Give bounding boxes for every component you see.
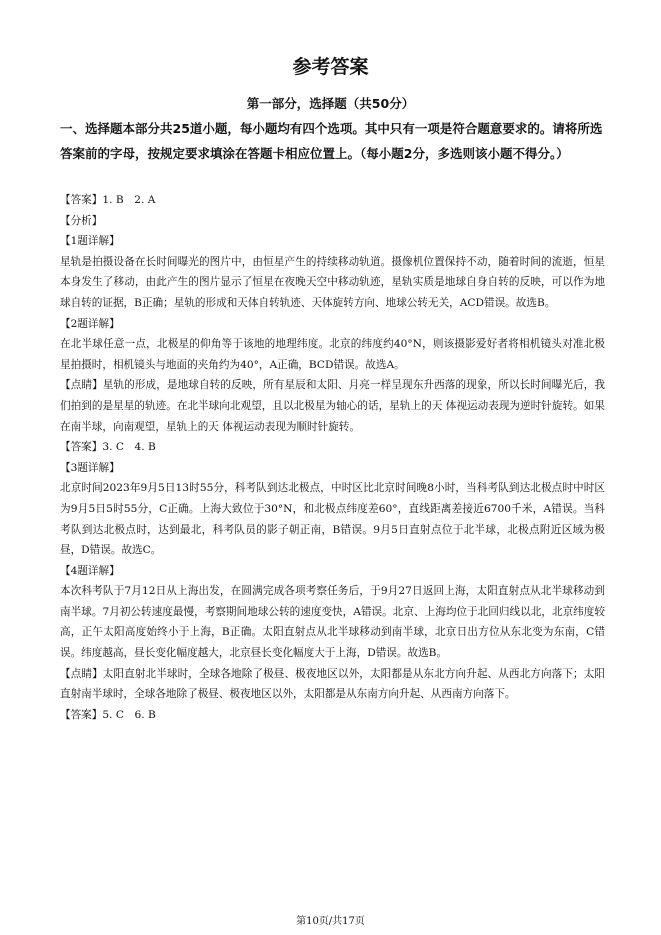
explanation-paragraph: 北京时间2023年9月5日13时55分，科考队到达北极点，中时区比北京时间晚8小时，当科考队到达北极点时中时区为9月5日5时55分，C正确。上海大致位于30°N，和北极点纬度差60°，直线距离差接近6700千米，A错误。当科考队到达北极点时，达到最北，科考队员的影子朝正南，B错误。9月5日直射点位于北半球，北极点附近区域为极昼，D错误。故选C。 — [60, 482, 605, 557]
section-instructions: 一、选择题本部分共25道小题，每小题均有四个选项。其中只有一项是符合题意要求的。请将所选答案前的字母，按规定要求填涂在答题卡相应位置上。（每小题2分，多选则该小题不得分。） — [60, 121, 603, 161]
explanation-paragraph: 在北半球任意一点，北极星的仰角等于该地的地理纬度。北京的纬度约40°N，则该摄影爱好者将相机镜头对准北极星拍摄时，相机镜头与地面的夹角约为40°，A正确，BCD错误。故选A。 — [60, 338, 605, 371]
page-title: 参考答案 — [292, 56, 369, 78]
tip-paragraph: 【点睛】太阳直射北半球时，全球各地除了极昼、极夜地区以外，太阳都是从东北方向升起、从西北方向落下；太阳直射南半球时，全球各地除了极昼、极夜地区以外，太阳都是从东南方向升起、从西南方向落下。 — [60, 667, 605, 701]
explanation-paragraph: 星轨是拍摄设备在长时间曝光的图片中，由恒星产生的持续移动轨道。摄像机位置保持不动，随着时间的流逝，恒星本身发生了移动，由此产生的图片显示了恒星在夜晚天空中移动轨迹，星轨实质是地球自身自转的反映，可以作为地球自转的证据，B正确；星轨的形成和天体自转轨迹、天体旋转方向、地球公转无关，ACD错误。故选B。 — [60, 255, 605, 309]
question-heading: 【3题详解】 — [60, 461, 120, 474]
answer-line: 【答案】1. B 2. A — [60, 194, 156, 206]
page-footer: 第10页/共17页 — [296, 916, 365, 927]
tip-paragraph: 【点睛】星轨的形成，是地球自转的反映，所有星辰和太阳、月亮一样呈现东升西落的现象，所以长时间曝光后，我们拍到的是星星的轨迹。在北半球向北观望，且以北极星为轴心的话，星轨上的天 体视运动表现为逆时针旋转。如果在南半球，向南观望，星轨上的天 体视运动表现为顺时针旋转。 — [60, 379, 605, 433]
analysis-heading: 【分析】 — [60, 214, 103, 227]
question-heading: 【1题详解】 — [60, 235, 120, 248]
question-heading: 【2题详解】 — [60, 317, 120, 330]
question-heading: 【4题详解】 — [60, 564, 120, 577]
answer-line: 【答案】3. C 4. B — [60, 441, 156, 454]
part-heading: 第一部分，选择题（共50分） — [246, 96, 415, 111]
answer-body — [60, 190, 605, 725]
explanation-paragraph: 本次科考队于7月12日从上海出发，在圆满完成各项考察任务后，于9月27日返回上海，太阳直射点从北半球移动到南半球。7月初公转速度最慢，考察期间地球公转的速度变快，A错误。北京、上海均位于北回归线以北，北京纬度较高，正午太阳高度始终小于上海，B正确。太阳直射点从北半球移动到南半球，北京日出方位从东北变为东南，C错误。纬度越高，昼长变化幅度越大，北京昼长变化幅度大于上海，D错误。故选B。 — [60, 585, 605, 660]
answer-line: 【答案】5. C 6. B — [60, 708, 156, 721]
